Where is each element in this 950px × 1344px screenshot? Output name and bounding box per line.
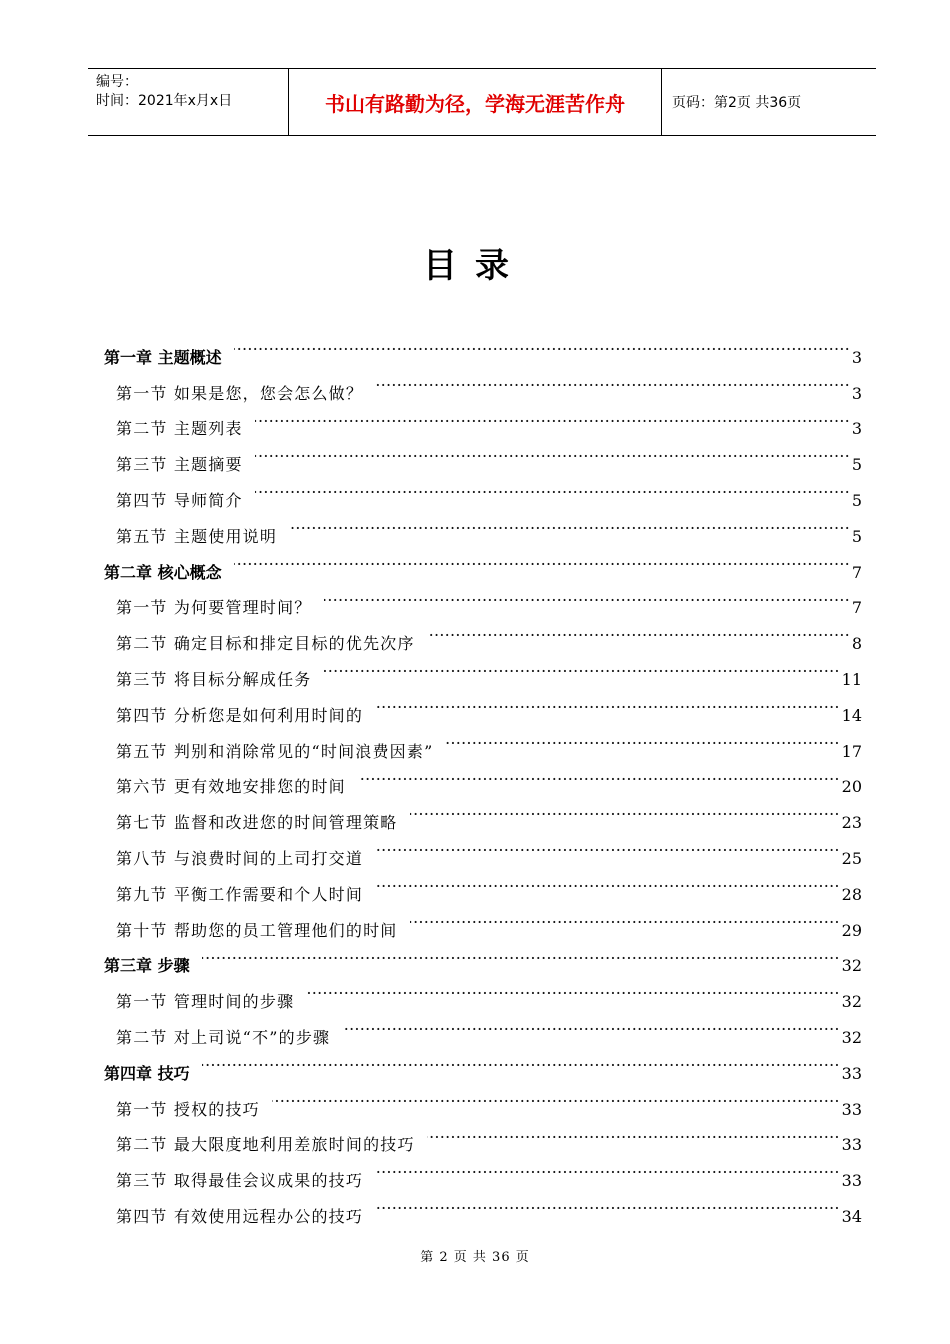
toc-entry-page: 25 xyxy=(841,848,862,868)
header-motto: 书山有路勤为径，学海无涯苦作舟 xyxy=(288,69,662,135)
document-header xyxy=(88,68,876,136)
toc-entry-label: 第六节 更有效地安排您的时间 xyxy=(116,777,346,797)
toc-chapter-entry[interactable] xyxy=(104,1043,862,1083)
toc-entry-page: 28 xyxy=(841,884,862,904)
page-title: 目录 xyxy=(423,246,527,286)
toc-leader-dots xyxy=(427,613,850,649)
toc-leader-dots xyxy=(324,578,850,614)
page-footer: 第 2 页 共 36 页 xyxy=(420,1250,530,1265)
toc-entry-page: 3 xyxy=(851,347,862,367)
toc-entry-label: 第七节 监督和改进您的时间管理策略 xyxy=(116,813,398,833)
toc-leader-dots xyxy=(255,434,850,470)
toc-entry-label: 第一节 如果是您，您会怎么做？ xyxy=(116,383,364,403)
toc-leader-dots xyxy=(255,470,850,506)
toc-leader-dots xyxy=(234,327,850,363)
toc-leader-dots xyxy=(375,685,840,721)
toc-entry-label: 第九节 平衡工作需要和个人时间 xyxy=(116,884,364,904)
table-of-contents xyxy=(104,327,862,1226)
toc-entry-page: 33 xyxy=(841,1171,862,1191)
header-meta xyxy=(88,69,288,135)
toc-leader-dots xyxy=(410,792,840,828)
toc-entry-label: 第八节 与浪费时间的上司打交道 xyxy=(116,848,364,868)
toc-leader-dots xyxy=(272,1079,840,1115)
toc-entry-label: 第三节 取得最佳会议成果的技巧 xyxy=(116,1171,364,1191)
toc-entry-page: 17 xyxy=(841,741,862,761)
toc-entry-label: 第一节 管理时间的步骤 xyxy=(116,992,295,1012)
toc-entry-page: 3 xyxy=(851,383,862,403)
toc-leader-dots xyxy=(255,399,850,435)
toc-leader-dots xyxy=(427,1115,840,1151)
toc-entry-page: 7 xyxy=(851,598,862,618)
toc-entry-page: 7 xyxy=(851,562,862,582)
toc-entry-label: 第二章 核心概念 xyxy=(104,562,222,582)
toc-leader-dots xyxy=(445,721,839,757)
time-line: 时间：2021年x月x日 xyxy=(96,93,233,109)
toc-entry-label: 第一节 授权的技巧 xyxy=(116,1099,260,1119)
toc-leader-dots xyxy=(410,900,840,936)
toc-entry-page: 29 xyxy=(841,920,862,940)
toc-entry-label: 第五节 判别和消除常见的“时间浪费因素” xyxy=(116,741,434,761)
code-label: 编号： xyxy=(96,74,138,90)
header-page-info: 页码：第2页 共36页 xyxy=(672,95,802,111)
toc-leader-dots xyxy=(234,542,850,578)
toc-leader-dots xyxy=(375,828,840,864)
toc-entry-label: 第二节 主题列表 xyxy=(116,419,243,439)
toc-entry-page: 8 xyxy=(851,634,862,654)
toc-section-entry[interactable] xyxy=(104,1079,862,1119)
toc-entry-label: 第一节 为何要管理时间？ xyxy=(116,598,312,618)
toc-leader-dots xyxy=(306,971,839,1007)
toc-leader-dots xyxy=(289,506,850,542)
toc-leader-dots xyxy=(324,649,840,685)
toc-entry-page: 33 xyxy=(841,1063,862,1083)
toc-entry-page: 32 xyxy=(841,956,862,976)
toc-leader-dots xyxy=(375,363,850,399)
toc-leader-dots xyxy=(375,864,840,900)
toc-chapter-entry[interactable] xyxy=(104,936,862,976)
toc-entry-page: 14 xyxy=(841,705,862,725)
toc-entry-label: 第四章 技巧 xyxy=(104,1063,190,1083)
toc-entry-page: 32 xyxy=(841,992,862,1012)
toc-entry-label: 第三节 将目标分解成任务 xyxy=(116,669,312,689)
toc-entry-label: 第一章 主题概述 xyxy=(104,347,222,367)
toc-entry-page: 34 xyxy=(841,1206,862,1226)
toc-entry-page: 3 xyxy=(851,419,862,439)
toc-leader-dots xyxy=(202,936,840,972)
toc-entry-page: 5 xyxy=(851,490,862,510)
toc-entry-page: 33 xyxy=(841,1135,862,1155)
toc-entry-label: 第四节 有效使用远程办公的技巧 xyxy=(116,1206,364,1226)
toc-entry-page: 33 xyxy=(841,1099,862,1119)
toc-leader-dots xyxy=(342,1007,839,1043)
toc-entry-label: 第二节 对上司说“不”的步骤 xyxy=(116,1027,331,1047)
toc-entry-page: 5 xyxy=(851,455,862,475)
toc-entry-page: 32 xyxy=(841,1027,862,1047)
toc-entry-label: 第三章 步骤 xyxy=(104,956,190,976)
toc-entry-page: 5 xyxy=(851,526,862,546)
toc-entry-page: 11 xyxy=(841,669,862,689)
toc-entry-page: 23 xyxy=(841,813,862,833)
toc-leader-dots xyxy=(358,757,840,793)
toc-entry-label: 第四节 分析您是如何利用时间的 xyxy=(116,705,364,725)
toc-entry-label: 第十节 帮助您的员工管理他们的时间 xyxy=(116,920,398,940)
toc-chapter-entry[interactable] xyxy=(104,327,862,367)
toc-leader-dots xyxy=(375,1150,840,1186)
toc-section-entry[interactable] xyxy=(104,971,862,1012)
toc-entry-page: 20 xyxy=(841,777,862,797)
toc-leader-dots xyxy=(202,1043,840,1079)
toc-entry-label: 第五节 主题使用说明 xyxy=(116,526,278,546)
toc-entry-label: 第三节 主题摘要 xyxy=(116,455,243,475)
toc-entry-label: 第二节 确定目标和排定目标的优先次序 xyxy=(116,634,415,654)
toc-entry-label: 第四节 导师简介 xyxy=(116,490,243,510)
toc-entry-label: 第二节 最大限度地利用差旅时间的技巧 xyxy=(116,1135,415,1155)
toc-leader-dots xyxy=(375,1186,840,1222)
